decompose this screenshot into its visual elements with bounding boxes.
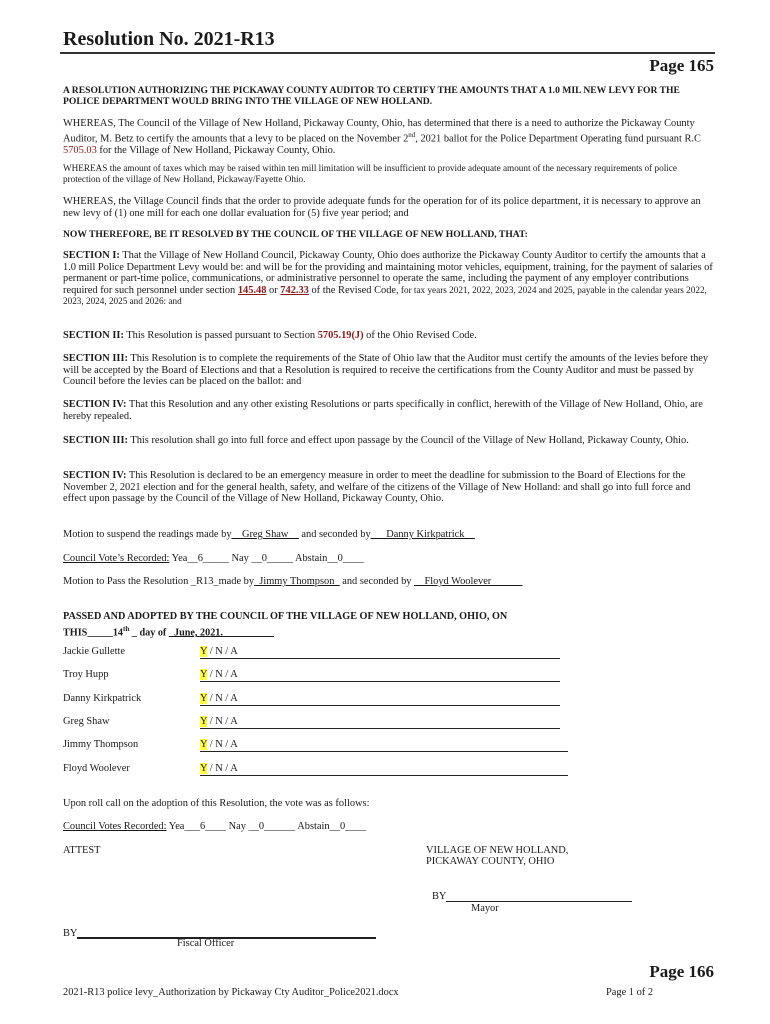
title-rule [60,52,715,54]
voter-name: Jackie Gullette [63,646,126,657]
voter-name: Floyd Woolever [63,763,130,774]
vote-cell: Y / N / A [200,763,568,776]
rc-reference-link[interactable]: 5705.03 [63,144,97,156]
resolution-title: Resolution No. 2021-R13 [63,28,275,50]
passed-adopted: PASSED AND ADOPTED BY THE COUNCIL OF THE VILLAGE OF NEW HOLLAND, OHIO, ON THIS_____14th _ day of _June, 2021.__________ [63,611,508,639]
section-145-48-link[interactable]: 145.48 [237,284,267,296]
voter-name: Danny Kirkpatrick [63,693,142,704]
county-name: PICKAWAY COUNTY, OHIO [426,856,555,867]
vote-cell: Y / N / A [200,693,560,706]
village-name: VILLAGE OF NEW HOLLAND, [426,845,569,856]
page-number-top: Page 165 [649,56,714,75]
vote-cell: Y / N / A [200,646,560,659]
mayor-label: Mayor [471,903,499,914]
voter-name: Jimmy Thompson [63,739,139,750]
whereas-1: WHEREAS, The Council of the Village of New Holland, Pickaway County, Ohio, has determined that there is a need to authorize the Pickaway County Auditor, M. Betz to certify the amounts that a levy to be placed on the November 2nd, 2021 ballot for the Police Department Operating fund pursuant R.C 5705.03 for the Village of New Holland, Pickaway County, Ohio. [63,118,701,156]
mayor-signature: BY [432,890,632,902]
motion-suspend: Motion to suspend the readings made by__Greg Shaw__ and seconded by___Danny Kirkpatrick__ [63,529,475,540]
vote-cell: Y / N / A [200,669,560,682]
section-1: SECTION I: That the Village of New Holland Council, Pickaway County, Ohio does authorize the Pickaway County Auditor to certify the amounts that a 1.0 mill Police Department Levy would be: and will be for the providing and maintaining motor vehicles, equipment, training, for the payment of salaries of permanent or part-time police, communications, or administrative personnel to operate the same, including the payment of any employer contributions required for such personnel under section 145.48 or 742.33 of the Revised Code, for tax years 2021, 2022, 2023, 2024 and 2025, payable in the calendar years 2022, 2023, 2024, 2025 and 2026: and [63,250,713,307]
council-votes-recorded: Council Votes Recorded: Yea___6____ Nay __0______ Abstain__0____ [63,821,366,832]
whereas-2: WHEREAS the amount of taxes which may be raised within ten mill limitation will be insufficient to provide adequate amount of the necessary requirements of police protection of the village of New Holland, Pickaway/Fayette Ohio. [63,163,677,184]
page-number-bottom: Page 166 [649,962,714,981]
section-4: SECTION IV: That this Resolution and any other existing Resolutions or parts specifically in conflict, herewith of the Village of New Holland, Ohio, are hereby repealed. [63,399,703,422]
vote-cell: Y / N / A [200,739,568,752]
voter-name: Greg Shaw [63,716,110,727]
whereas-3: WHEREAS, the Village Council finds that the order to provide adequate funds for the operation for of its police department, it is necessary to approve an new levy of (1) one mill for each one dollar evaluation for (5) five year period; and [63,196,701,219]
section-5705-19j-link[interactable]: 5705.19(J) [317,330,364,341]
fiscal-officer-label: Fiscal Officer [177,938,235,949]
section-3: SECTION III: This Resolution is to complete the requirements of the State of Ohio law that the Auditor must certify the amounts of the levies before they will be accepted by the Board of Elections and that a Resolution is required to receive the certifications from the County Auditor and must be passed by Council before the levies can be placed on the ballot: and [63,353,709,388]
section-2: SECTION II: This Resolution is passed pursuant to Section 5705.19(J) of the Ohio Revised Code. [63,330,477,341]
council-vote-1: Council Vote’s Recorded: Yea__6_____ Nay __0_____ Abstain__0____ [63,553,364,564]
voter-name: Troy Hupp [63,669,109,680]
roll-call-text: Upon roll call on the adoption of this Resolution, the vote was as follows: [63,798,370,809]
attest-label: ATTEST [63,845,101,856]
section-742-33-link[interactable]: 742.33 [280,284,309,296]
footer-filename: 2021-R13 police levy_Authorization by Pickaway Cty Auditor_Police2021.docx [63,987,399,998]
section-4b: SECTION IV: This Resolution is declared to be an emergency measure in order to meet the deadline for submission to the Board of Elections for the November 2, 2021 election and for the general health, safety, and welfare of the citizens of the Village of New Holland: and shall go into full force and effect upon passage by the Council of the Village of New Holland, Pickaway County, Ohio. [63,470,691,505]
vote-cell: Y / N / A [200,716,560,729]
mayor-signature-line[interactable] [446,890,632,902]
resolution-heading: A RESOLUTION AUTHORIZING THE PICKAWAY COUNTY AUDITOR TO CERTIFY THE AMOUNTS THAT A 1.0 MIL NEW LEVY FOR THE POLICE DEPARTMENT WOULD BRING INTO THE VILLAGE OF NEW HOLLAND. [63,85,680,107]
now-therefore: NOW THEREFORE, BE IT RESOLVED BY THE COUNCIL OF THE VILLAGE OF NEW HOLLAND, THAT: [63,229,528,240]
footer-page: Page 1 of 2 [606,987,654,998]
motion-pass: Motion to Pass the Resolution _R13_made by_Jimmy Thompson_ and seconded by __Floyd Woolever______ [63,576,523,587]
section-3b: SECTION III: This resolution shall go into full force and effect upon passage by the Council of the Village of New Holland, Pickaway County, Ohio. [63,435,689,446]
fiscal-signature: BY [63,926,376,939]
